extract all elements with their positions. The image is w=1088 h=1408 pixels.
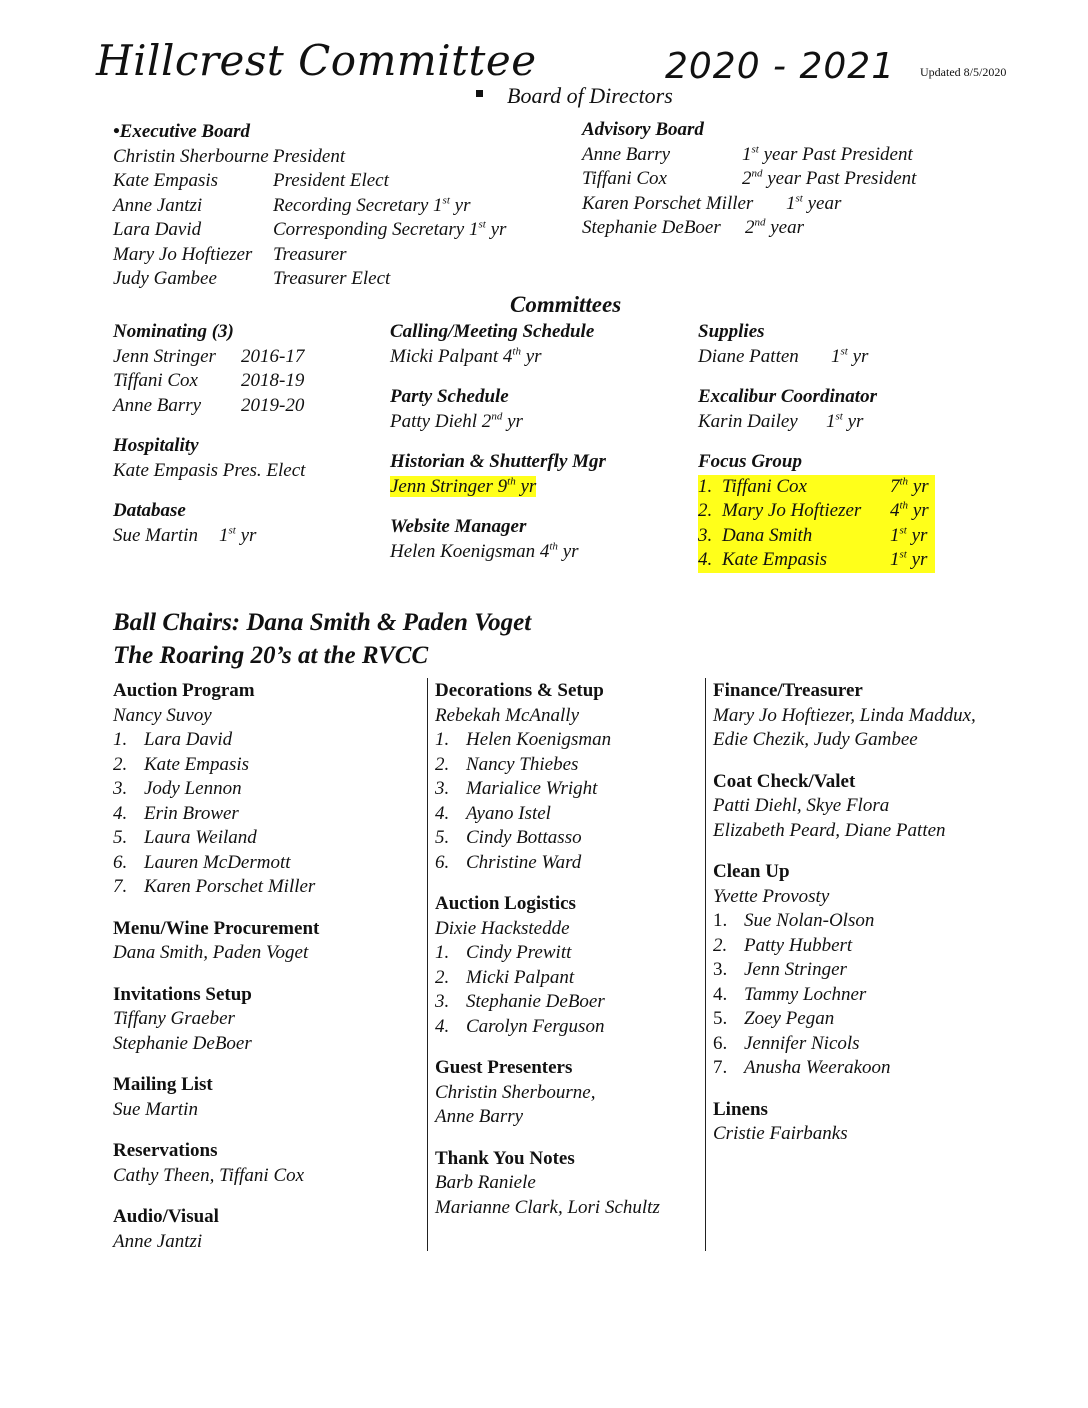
excalibur-name: Karin Dailey <box>698 410 798 432</box>
advisory-board-member <box>582 167 917 192</box>
excalibur-line <box>698 410 935 435</box>
member-role-text: year Past President <box>762 168 917 189</box>
menu-heading: Menu/Wine Procurement <box>113 917 320 939</box>
member-role <box>742 143 913 168</box>
invitations-line: Stephanie DeBoer <box>113 1032 252 1054</box>
list-item <box>113 875 319 900</box>
member-role-number: 1 <box>742 143 752 165</box>
list-item-number: 1. <box>435 729 450 750</box>
list-item <box>435 802 660 827</box>
nominating-member <box>113 369 305 394</box>
list-item-name: Jennifer Nicols <box>744 1032 860 1054</box>
list-item-number: 1. <box>435 942 450 963</box>
invitations-line: Tiffany Graeber <box>113 1008 235 1029</box>
member-role-suffix: yr <box>449 194 471 216</box>
focus-group-member <box>698 548 935 573</box>
member-number: 4. <box>698 549 713 570</box>
list-item <box>113 753 319 778</box>
hospitality-heading: Hospitality <box>113 435 199 456</box>
guest-presenters-line: Anne Barry <box>435 1106 524 1127</box>
list-item-number: 6. <box>113 851 128 873</box>
advisory-board-list <box>582 143 917 241</box>
member-term-sup: th <box>899 475 909 488</box>
list-item <box>113 728 319 753</box>
database-name: Sue Martin <box>113 524 198 546</box>
website-heading: Website Manager <box>390 516 527 537</box>
list-item-number: 4. <box>713 983 728 1005</box>
calling-name: Micki Palpant 4 <box>390 345 513 367</box>
list-item-name: Tammy Lochner <box>744 983 867 1005</box>
member-name: Anne Barry <box>113 394 202 416</box>
audio-visual-line: Anne Jantzi <box>113 1230 203 1252</box>
list-item-number: 7. <box>713 1057 728 1078</box>
list-item-name: Zoey Pegan <box>744 1008 835 1029</box>
member-name: Tiffani Cox <box>113 370 198 391</box>
member-term-suffix: yr <box>906 549 928 570</box>
member-role-number: 1 <box>786 192 796 214</box>
list-item-number: 3. <box>435 778 450 799</box>
reservations-line: Cathy Theen, Tiffani Cox <box>113 1164 305 1186</box>
executive-board-member <box>113 194 471 219</box>
database-term <box>219 524 256 549</box>
member-term-suffix: yr <box>906 524 928 546</box>
member-name: Mary Jo Hoftiezer <box>113 243 253 265</box>
executive-board-member <box>113 169 389 194</box>
historian-heading: Historian & Shutterfly Mgr <box>390 451 606 472</box>
auction-program-heading: Auction Program <box>113 680 255 701</box>
member-term-number: 4 <box>890 500 900 521</box>
coat-check-line: Patti Diehl, Skye Flora <box>713 795 890 816</box>
member-name: Mary Jo Hoftiezer <box>722 500 862 521</box>
party-sup: nd <box>491 410 503 423</box>
list-item-number: 6. <box>435 851 450 873</box>
list-item-number: 2. <box>113 753 128 775</box>
member-years: 2016-17 <box>241 345 305 367</box>
member-role <box>273 218 506 243</box>
executive-board-member <box>113 145 346 170</box>
list-item <box>713 1056 976 1081</box>
executive-board-list <box>113 145 507 292</box>
ball-col-1 <box>113 679 319 1254</box>
supplies-term-sup: st <box>840 345 848 358</box>
ball-col-3 <box>713 679 976 1147</box>
excalibur-term <box>826 410 863 435</box>
member-term <box>890 524 927 549</box>
nominating-member <box>113 345 305 370</box>
list-item-name: Stephanie DeBoer <box>466 991 605 1012</box>
calling-heading: Calling/Meeting Schedule <box>390 321 595 342</box>
decorations-heading: Decorations & Setup <box>435 680 604 701</box>
list-item <box>713 983 976 1008</box>
list-item-name: Karen Porschet Miller <box>144 876 316 897</box>
committees-col-3 <box>698 320 935 573</box>
member-role-text: year <box>765 217 805 238</box>
list-item-name: Jody Lennon <box>144 778 242 799</box>
focus-group-member <box>698 499 935 524</box>
member-role-text: year Past President <box>758 143 913 165</box>
auction-program-lead: Nancy Suvoy <box>113 704 212 726</box>
member-name: Dana Smith <box>722 524 813 546</box>
list-item-name: Carolyn Ferguson <box>466 1015 605 1037</box>
party-line <box>390 410 606 435</box>
thank-you-line: Barb Raniele <box>435 1172 536 1193</box>
member-years: 2019-20 <box>241 394 305 416</box>
advisory-board-member <box>582 143 913 168</box>
excalibur-term-suffix: yr <box>842 410 864 432</box>
hospitality-line: Kate Empasis Pres. Elect <box>113 459 306 481</box>
member-term-sup: st <box>899 524 907 537</box>
database-heading: Database <box>113 500 186 521</box>
guest-presenters-line: Christin Sherbourne, <box>435 1081 596 1103</box>
member-name: Stephanie DeBoer <box>582 217 721 238</box>
list-item <box>713 1007 976 1032</box>
member-role <box>273 267 390 292</box>
list-item <box>435 753 660 778</box>
list-item <box>435 851 660 876</box>
member-name: Lara David <box>113 219 202 240</box>
member-years: 2018-19 <box>241 370 305 391</box>
ball-chairs: Ball Chairs: Dana Smith & Paden Voget <box>113 609 532 636</box>
list-item-number: 3. <box>435 991 450 1012</box>
executive-board-section <box>113 120 507 292</box>
member-name: Kate Empasis <box>722 549 828 570</box>
executive-board-member <box>113 267 391 292</box>
list-item-number: 4. <box>113 802 128 824</box>
historian-suffix: yr <box>515 475 537 497</box>
thank-you-line: Marianne Clark, Lori Schultz <box>435 1196 660 1218</box>
member-number: 2. <box>698 500 713 521</box>
reservations-heading: Reservations <box>113 1140 218 1161</box>
historian-sup: th <box>507 475 516 488</box>
member-role-sup: st <box>442 194 450 207</box>
list-item-number: 2. <box>435 966 450 988</box>
list-item-name: Laura Weiland <box>144 827 257 848</box>
list-item-number: 3. <box>113 778 128 799</box>
member-role-text: President <box>273 145 346 167</box>
member-role-sup: nd <box>751 167 763 180</box>
member-name: Anne Barry <box>582 143 671 165</box>
advisory-board-section <box>582 118 917 241</box>
member-name: Judy Gambee <box>113 268 217 289</box>
clean-up-lead: Yvette Provosty <box>713 885 830 907</box>
list-item <box>113 851 319 876</box>
advisory-board-heading: Advisory Board <box>582 119 704 140</box>
list-item-number: 4. <box>435 802 450 824</box>
list-item-number: 5. <box>713 1008 728 1029</box>
website-line <box>390 540 606 565</box>
database-line <box>113 524 305 549</box>
website-name: Helen Koenigsman 4 <box>390 540 550 562</box>
audio-visual-heading: Audio/Visual <box>113 1206 219 1227</box>
member-role-sup: st <box>795 192 803 205</box>
historian-highlight <box>390 476 536 497</box>
list-item <box>435 941 660 966</box>
member-role-text: President Elect <box>273 170 389 191</box>
menu-line: Dana Smith, Paden Voget <box>113 942 309 963</box>
list-item-number: 5. <box>435 827 450 848</box>
supplies-term-suffix: yr <box>847 345 869 367</box>
member-term-suffix: yr <box>908 500 929 521</box>
member-role-suffix: yr <box>485 219 507 240</box>
board-of-directors-label: Board of Directors <box>507 83 673 108</box>
excalibur-term-number: 1 <box>826 410 836 432</box>
bullet-icon: • <box>113 121 120 142</box>
list-item <box>713 909 976 934</box>
member-role <box>786 192 841 217</box>
member-name: Christin Sherbourne <box>113 145 269 167</box>
list-item-name: Jenn Stringer <box>744 959 847 980</box>
historian-name: Jenn Stringer 9 <box>390 475 508 497</box>
party-name: Patty Diehl 2 <box>390 410 492 432</box>
square-bullet-icon <box>476 90 483 97</box>
guest-presenters-heading: Guest Presenters <box>435 1057 573 1078</box>
member-role-number: 2 <box>742 168 752 189</box>
member-term-sup: th <box>899 499 909 512</box>
member-term-suffix: yr <box>908 475 929 497</box>
member-name: Kate Empasis <box>113 170 219 191</box>
coat-check-line: Elizabeth Peard, Diane Patten <box>713 819 946 841</box>
member-name: Karen Porschet Miller <box>582 192 754 214</box>
list-item-name: Patty Hubbert <box>744 934 853 956</box>
supplies-term-number: 1 <box>831 345 841 367</box>
nominating-member <box>113 394 305 419</box>
list-item-name: Kate Empasis <box>144 753 250 775</box>
member-role-text: Corresponding Secretary 1 <box>273 219 479 240</box>
list-item-number: 2. <box>435 753 450 775</box>
updated-date: Updated 8/5/2020 <box>920 65 1007 79</box>
list-item-name: Cindy Prewitt <box>466 942 572 963</box>
list-item-name: Ayano Istel <box>466 802 551 824</box>
finance-line: Edie Chezik, Judy Gambee <box>713 729 918 750</box>
auction-program-list <box>113 728 319 900</box>
member-name: Anne Jantzi <box>113 194 203 216</box>
list-item-number: 4. <box>435 1015 450 1037</box>
list-item-number: 2. <box>713 934 728 956</box>
mailing-heading: Mailing List <box>113 1074 213 1095</box>
list-item-name: Cindy Bottasso <box>466 827 582 848</box>
member-number: 3. <box>698 524 713 546</box>
list-item-name: Marialice Wright <box>466 778 598 799</box>
focus-group-member <box>698 524 935 549</box>
member-role-text: Treasurer Elect <box>273 268 391 289</box>
member-number: 1. <box>698 475 713 497</box>
member-role <box>742 167 916 192</box>
member-role-text: year <box>802 192 842 214</box>
finance-line: Mary Jo Hoftiezer, Linda Maddux, <box>713 704 976 726</box>
coat-check-heading: Coat Check/Valet <box>713 770 856 792</box>
list-item <box>713 934 976 959</box>
list-item-name: Nancy Thiebes <box>466 753 579 775</box>
party-heading: Party Schedule <box>390 386 509 407</box>
excalibur-heading: Excalibur Coordinator <box>698 386 877 407</box>
advisory-board-member <box>582 216 805 241</box>
member-term <box>890 499 929 524</box>
supplies-heading: Supplies <box>698 321 765 342</box>
database-term-sup: st <box>228 524 236 537</box>
list-item <box>435 728 660 753</box>
list-item-number: 1. <box>113 729 128 750</box>
member-name: Jenn Stringer <box>113 345 216 367</box>
ball-theme: The Roaring 20’s at the RVCC <box>113 642 429 669</box>
website-sup: th <box>549 540 558 553</box>
list-item-number: 6. <box>713 1032 728 1054</box>
member-role-sup: st <box>478 218 486 231</box>
mailing-line: Sue Martin <box>113 1098 198 1120</box>
focus-group-member <box>698 475 935 500</box>
nominating-list <box>113 345 305 419</box>
list-item-number: 1. <box>713 910 728 931</box>
calling-suffix: yr <box>520 345 542 367</box>
advisory-board-member <box>582 192 842 217</box>
list-item-number: 5. <box>113 827 128 848</box>
party-suffix: yr <box>502 410 523 432</box>
list-item-name: Erin Brower <box>144 802 239 824</box>
list-item <box>435 777 660 802</box>
calling-line <box>390 345 606 370</box>
executive-board-heading <box>113 120 250 145</box>
clean-up-list <box>713 909 976 1081</box>
list-item-name: Christine Ward <box>466 851 582 873</box>
list-item-number: 7. <box>113 876 128 897</box>
list-item <box>713 1032 976 1057</box>
list-item <box>435 990 660 1015</box>
database-term-number: 1 <box>219 524 229 546</box>
list-item <box>113 802 319 827</box>
clean-up-heading: Clean Up <box>713 861 790 882</box>
list-item-name: Micki Palpant <box>466 966 575 988</box>
member-term <box>890 548 927 573</box>
member-role-number: 2 <box>745 217 755 238</box>
thank-you-heading: Thank You Notes <box>435 1147 575 1169</box>
committees-col-2 <box>390 320 606 564</box>
logistics-heading: Auction Logistics <box>435 893 576 914</box>
focus-group-list <box>698 475 935 573</box>
list-item <box>435 1015 660 1040</box>
list-item-name: Lara David <box>144 729 233 750</box>
list-item-name: Sue Nolan-Olson <box>744 910 875 931</box>
year-range: 2020 - 2021 <box>665 46 896 87</box>
logistics-lead: Dixie Hackstedde <box>435 917 570 939</box>
committees-title: Committees <box>510 292 622 317</box>
member-role <box>273 169 389 194</box>
member-role-text: Recording Secretary 1 <box>273 194 443 216</box>
list-item <box>435 826 660 851</box>
member-role <box>273 243 347 268</box>
finance-heading: Finance/Treasurer <box>713 680 863 701</box>
list-item <box>113 777 319 802</box>
column-divider <box>705 678 706 1251</box>
focus-group-heading: Focus Group <box>698 451 802 472</box>
supplies-term <box>831 345 868 370</box>
supplies-name: Diane Patten <box>698 345 799 367</box>
list-item-name: Lauren McDermott <box>144 851 291 873</box>
executive-board-member <box>113 243 347 268</box>
column-divider <box>427 678 428 1251</box>
member-term-number: 7 <box>890 475 900 497</box>
invitations-heading: Invitations Setup <box>113 983 252 1005</box>
member-role-text: Treasurer <box>273 243 347 265</box>
member-role <box>273 194 470 219</box>
member-name: Tiffani Cox <box>722 475 807 497</box>
member-term <box>890 475 929 500</box>
decorations-lead: Rebekah McAnally <box>435 704 580 726</box>
list-item-name: Helen Koenigsman <box>466 729 612 750</box>
committees-col-1 <box>113 320 305 548</box>
historian-line <box>390 475 606 500</box>
list-item <box>435 966 660 991</box>
member-term-number: 1 <box>890 549 900 570</box>
decorations-list <box>435 728 660 875</box>
member-name: Tiffani Cox <box>582 168 667 189</box>
member-term-sup: st <box>899 548 907 561</box>
list-item <box>113 826 319 851</box>
page-title: Hillcrest Committee <box>96 36 537 85</box>
member-role <box>273 145 345 170</box>
ball-col-2 <box>435 679 660 1220</box>
supplies-line <box>698 345 935 370</box>
database-term-suffix: yr <box>235 524 257 546</box>
board-of-directors-heading <box>476 83 673 109</box>
calling-sup: th <box>512 345 521 358</box>
website-suffix: yr <box>557 540 579 562</box>
linens-line: Cristie Fairbanks <box>713 1123 848 1144</box>
member-role-sup: nd <box>754 216 766 229</box>
member-role-sup: st <box>751 143 759 156</box>
nominating-heading: Nominating (3) <box>113 321 234 342</box>
list-item-number: 3. <box>713 959 728 980</box>
member-term-number: 1 <box>890 524 900 546</box>
member-role <box>745 216 804 241</box>
logistics-list <box>435 941 660 1039</box>
executive-board-title: Executive Board <box>119 121 251 142</box>
linens-heading: Linens <box>713 1098 768 1120</box>
list-item-name: Anusha Weerakoon <box>744 1057 891 1078</box>
list-item <box>713 958 976 983</box>
executive-board-member <box>113 218 507 243</box>
excalibur-term-sup: st <box>835 410 843 423</box>
